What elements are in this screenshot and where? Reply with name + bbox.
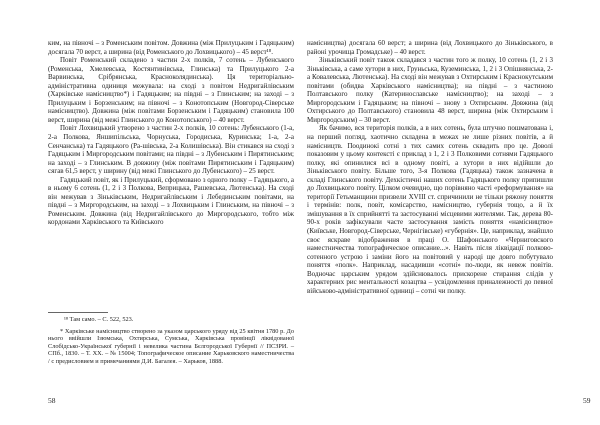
- footnote-rule: [48, 312, 108, 313]
- paragraph: Зіньківський повіт також складався з частин того ж полку, 10 сотень (1, 2 і 3 Зіньківська, а саме хутори в них, Груньська, Куземинська, 1, 2 і 3 Опішнянська, 2-а Ковалевська, Лютенська). На сході він межував з Охтирським і Краснокутським повітами (обидва Харківського намісництва); на півдні – з частиною Полтавського полку (Катеринославське намісництво); на заході – з Миргородським і Гадяцьким; на півночі – знову з Охтирським. Довжина (від Охтирського до Полтавського) становила 48 верст, ширина (між Охтирським і Миргородським) – 30 верст.: [307, 56, 553, 124]
- footnotes: [48, 312, 294, 366]
- paragraph: Як бачимо, вся територія полків, а в них сотень, була штучно пошматована і, на перший погляд, хаотично складена в межах не лише різних повітів, а й намісництв. Поодинокі сотні з тих самих сотень сквадить про це. Доволі показовим у цьому контексті є приклад з 1, 2 і 3 Полковими сотнями Гадяцького полку, які опинилися всі в одному повіті, а хутори в них відійшли до Зіньківського повіту. Більше того, 3-я Полкова (Гадяцька) також зазначена в складі Глинського повіту. Дехкістичні наших сотень Гадяцького полку припишли до Лохвицького повіту. Цілком очевидно, що порівняно часті «реформування» на території Гетьманщини призвели ХVIII ст. спричинили не тільки ряжону поняття і термінів: полк, повіт, комісарство, намісництво, губернія тощо, а й їх змішування в їх сприйнятті та застосуванні місцевими жителями. Так, дерева 80-90-х років зафіксували часте застосування замість поняття «намісництво» (Київське, Новгород-Сіверське, Чернігівське) «губернія». Це, наприклад, знайшло своє яскраве відображення в праці О. Шафонського «Черниговского наместничества топографическое описание...». Навіть після ліквідації полково-сотенного устрою і заміни його на повітовий у народі ще довго побутувало поняття «полк». Наприклад, насадивши «сотні» по-люди, як невеж повітів. Водночас царським урядом здійснювалось прискорене стирання слідів у характерних рис ментальності козацтва – усвідомлення приналежності до певної військово-адміністративної одиниці – сотні чи полку.: [307, 124, 553, 295]
- paragraph: Гадяцький повіт, як і Прилуцький, сформовано з одного полку – Гадяцького, а в ньому 6 сотень (1, 2 і 3 Полкова, Веприцька, Рашевська, Лютенська). На сході він межував з Зіньківським, Недригайлівським і Лебединським повітами, на півдні – з Миргородським, на заході – з Лохвицьким і Глинським, на півночі – з Роменським. Довжина (від Недригайлівського до Миргородського, тобто між кордонами Харківського та Київського: [48, 175, 294, 227]
- paragraph: Повіт Роменський складено з частин 2-х полків, 7 сотень – Лубенського (Роменська, Хмелевська, Костянтинівська, Глинська) та Прилуцького 2-а Варвинська, Срібрянська, Красноколядинська). Ця територіально-адміністративна одиниця межувала: на сході з повітом Недригайлівським (Харківське намісництво*) і Гадяцьким; на півдні – з Глинським; на заході – з Прилуцьким і Борзенським; на півночі – з Конотопським (Новгород-Сіверське намісництво). Довжина (між повітами Борзенським і Гадяцьким) становила 100 верст, ширина (від межі Глинського до Конотопського) – 40 верст.: [48, 56, 294, 124]
- paragraph: намісництва) досягала 60 верст; а ширина (від Лохвицького до Зіньківського, в районі урочища Громадське) – 40 верст.: [307, 39, 553, 56]
- paragraph: Повіт Лохвицький утворено з частин 2-х полків, 10 сотень: Лубенського (1-а, 2-а Полкова, Яншипільська, Чорнуська, Городиська, Куринська; 1-а, 2-а Сенчанська) та Гадяцького (Ра-шівська, 2-а Колишівська). Він стикався на сході з Гадяцьким і Миргородським повітами; на півдні – з Лубенським і Пирятинським; на заході – з Глинським. В довжину (між повітами Пирятинським і Гадяцьким) сягав 61,5 верст, у ширину (від межі Глинського до Лубенського) – 25 верст.: [48, 124, 294, 176]
- page-number: 59: [583, 396, 591, 405]
- paragraph: ким, на півночі – з Роменським повітом. Довжина (між Прилуцьким і Гадяцьким) досягала 70 верст, а ширина (від Роменського до Лохвицького) – 45 верст¹⁸.: [48, 39, 294, 56]
- page-number: 58: [48, 396, 56, 405]
- right-page: [300, 0, 600, 425]
- footnote: * Харківське намісництво створено за указом царського уряду від 25 квітня 1780 р. До нього ввійшли Ізюмська, Охтирська, Сумська, Харківська провінції ліквідованої Слобідсько-Української губернії і невелика частина Бєлгородської Губернії // ПСЗРИ. – СПб., 1830. – Т. ХХ. – № 15004; Топографическое описание Харьковского наместничества / с предисловием и примечаниями Д.И. Багалея. – Харьков, 1888.: [48, 327, 294, 365]
- right-text-column: [307, 39, 553, 295]
- left-text-column: [48, 39, 294, 227]
- footnote: ¹⁸ Там само. – С. 522, 523.: [64, 316, 134, 323]
